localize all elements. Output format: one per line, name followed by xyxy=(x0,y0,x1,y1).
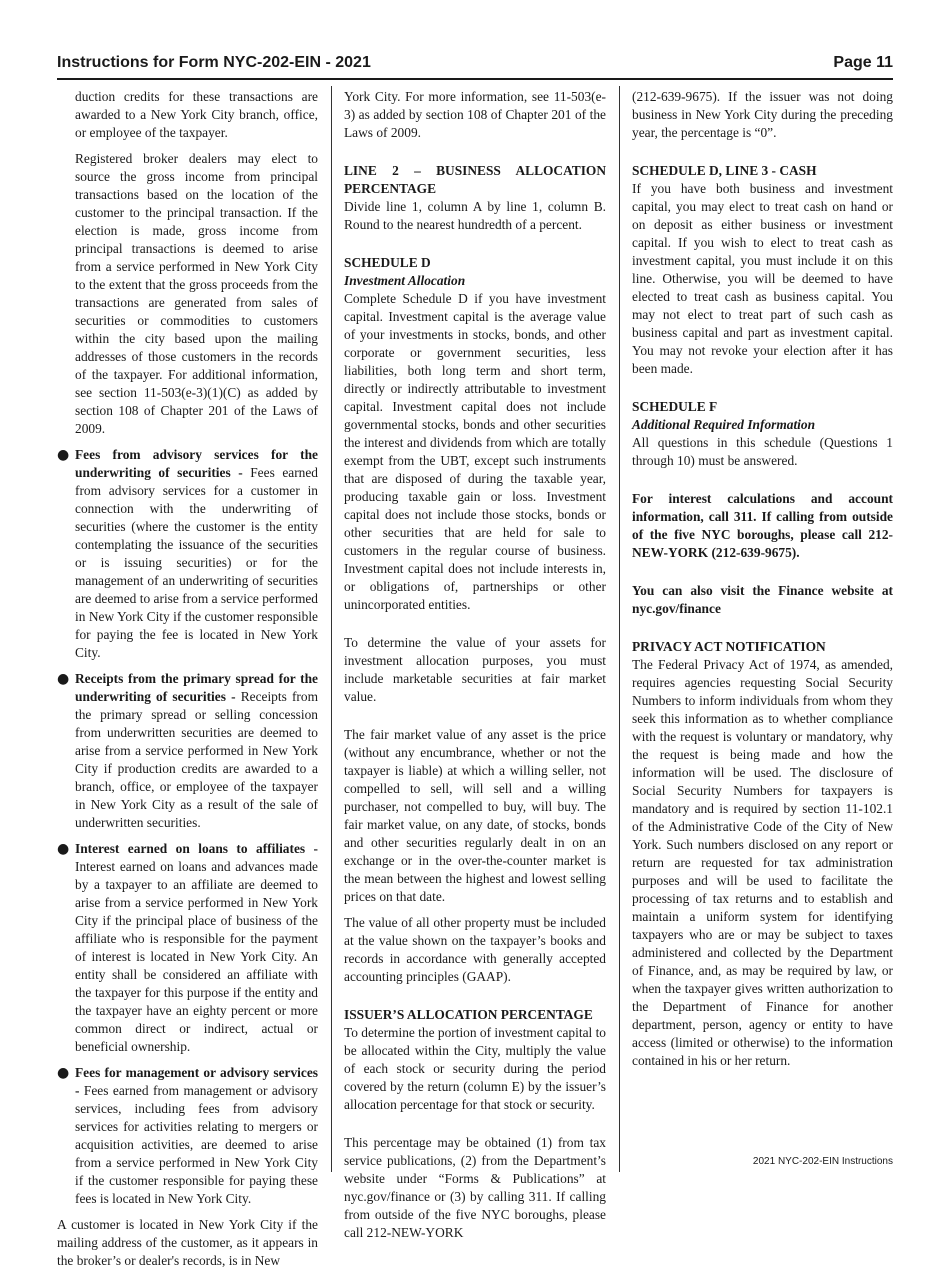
column-2 xyxy=(344,88,606,1250)
paragraph: To determine the portion of investment capital to be allocated within the City, multiply the value of each stock or security during the period covered by the return (column E) by the issuer’s allocation percentage for that stock or security. xyxy=(344,1025,606,1112)
paragraph: York City. For more information, see 11-503(e-3) as added by section 108 of Chapter 201 of the Laws of 2009. xyxy=(344,89,606,140)
paragraph: This percentage may be obtained (1) from tax service publications, (2) from the Department’s website under “Forms & Publications” at nyc.gov/finance or (3) by calling 311. If calling from outside of the five NYC boroughs, please call 212-NEW-YORK xyxy=(344,1135,606,1240)
section-heading: SCHEDULE F xyxy=(632,399,718,414)
header-rule xyxy=(57,78,893,80)
bullet-icon: ● xyxy=(57,841,70,857)
paragraph: (212-639-9675). If the issuer was not doing business in New York City during the preceding year, the percentage is “0”. xyxy=(632,89,893,140)
bullet-text: Interest earned on loans and advances made by a taxpayer to an affiliate are deemed to arise from a service performed in New York City if the principal place of business of the affiliate who is responsible for the payment of interest is located in New York City. An entity shall be considered an affiliate with the taxpayer for this purpose if the entity and the taxpayer have an eighty percent or more common direct or indirect, actual or beneficial ownership. xyxy=(75,859,318,1054)
section-subheading: Investment Allocation xyxy=(344,273,466,288)
paragraph: To determine the value of your assets for investment allocation purposes, you must include marketable securities at fair market value. xyxy=(344,635,606,704)
bullet-item xyxy=(57,446,319,662)
section-heading: LINE 2 – BUSINESS ALLOCATION PERCENTAGE xyxy=(344,163,606,196)
paragraph: The value of all other property must be included at the value shown on the taxpayer’s books and records in accordance with generally accepted accounting principles (GAAP). xyxy=(344,915,606,984)
document-title: Instructions for Form NYC-202-EIN - 2021 xyxy=(57,54,371,71)
bullet-icon: ● xyxy=(57,671,70,687)
paragraph: duction credits for these transactions are awarded to a New York City branch, office, or employee of the taxpayer. xyxy=(75,89,318,140)
paragraph: Registered broker dealers may elect to source the gross income from principal transactions based on the location of the customer to the principal transaction. If the election is made, gross income from principal transactions is deemed to arise from a service performed in New York City to the extent that the gross proceeds from the transactions are generated from sales of securities or commodities to customers within the city based upon the mailing addresses of those customers in the records of the taxpayer. For additional information, see section 11-503(e-3)(1)(C) as added by section 108 of Chapter 201 of the Laws of 2009. xyxy=(75,151,318,436)
section-heading: ISSUER’S ALLOCATION PERCENTAGE xyxy=(344,1007,593,1022)
bullet-text: Receipts from the primary spread or selling concession from underwritten securities are deemed to arise from a service performed in New York City if production credits are awarded to a branch, office, or employee of the taxpayer in New York City as a result of the sale of underwritten securities. xyxy=(75,689,318,830)
bullet-item xyxy=(57,840,318,1056)
section-heading: SCHEDULE D xyxy=(344,255,431,270)
column-divider-2 xyxy=(619,86,620,1172)
bullet-heading: Interest earned on loans to affiliates - xyxy=(75,841,318,856)
bullet-icon: ● xyxy=(57,1065,70,1081)
section-subheading: Additional Required Information xyxy=(632,417,816,432)
bullet-heading: Receipts from the primary spread for the underwriting of securities - xyxy=(75,671,318,704)
paragraph: The fair market value of any asset is the price (without any encumbrance, whether or not the taxpayer is liable) at which a willing seller, not compelled to sell, will sell and a willing purchaser, not compelled to buy, will buy. The fair market value, on any date, of stocks, bonds and other securities regularly dealt in on an exchange or in the over-the-counter market is the mean between the highest and lowest selling prices on that date. xyxy=(344,727,606,904)
page-number: Page 11 xyxy=(833,54,893,71)
bullet-text: Fees earned from management or advisory services, including fees from advisory services for activities relating to mergers or acquisition activities, are deemed to arise from a service performed in New York City if the customer responsible for paying these fees is located in New York City. xyxy=(75,1083,318,1206)
bullet-heading: Fees from advisory services for the underwriting of securities - xyxy=(75,447,318,480)
website-notice: You can also visit the Finance website at nyc.gov/finance xyxy=(632,583,893,616)
column-3 xyxy=(632,88,893,1078)
section-heading: PRIVACY ACT NOTIFICATION xyxy=(632,639,826,654)
paragraph: All questions in this schedule (Questions 1 through 10) must be answered. xyxy=(632,435,893,468)
paragraph: Complete Schedule D if you have investment capital. Investment capital is the average value of your investments in stocks, bonds, and other corporate or government securities, less liabilities, both long term and short term, directly or indirectly attributable to investment capital. Investment capital does not include governmental stocks, bonds and other securities the interest and dividends from which are totally exempt from the UBT, except such instruments that are disposed of during the taxable year, producing taxable gain or loss. Investment capital does not include those stocks, bonds or other securities that are held for sale to customers in the regular course of business. Investment capital does not include interests in, or obligations of, partnerships or other unincorporated entities. xyxy=(344,291,606,612)
bullet-item xyxy=(57,670,318,832)
paragraph: Divide line 1, column A by line 1, column B. Round to the nearest hundredth of a percent. xyxy=(344,199,606,232)
bullet-heading: Fees for management or advisory services - xyxy=(75,1065,318,1098)
column-divider-1 xyxy=(331,86,332,1172)
paragraph: The Federal Privacy Act of 1974, as amended, requires agencies requesting Social Security Numbers to inform individuals from whom they seek this information as to whether compliance with the request is voluntary or mandatory, why the request is being made and how the information will be used. The disclosure of Social Security Numbers for taxpayers is mandatory and is required by section 11-102.1 of the Administrative Code of the City of New York. Such numbers disclosed on any report or return are requested for tax administration purposes and will be used to facilitate the processing of tax returns and to establish and maintain a uniform system for identifying taxpayers who are or may be subject to taxes administered and collected by the Department of Finance, and, as may be required by law, or when the taxpayer gives written authorization to the Department of Finance for another department, person, agency or entity to have access (limited or otherwise) to the information contained in his or her return. xyxy=(632,657,893,1068)
column-1 xyxy=(57,88,318,1278)
bullet-item xyxy=(57,1064,318,1208)
paragraph: If you have both business and investment capital, you may elect to treat cash on hand or on deposit as either business or investment capital. If you wish to elect to treat cash as investment capital, you must include it on this line. Otherwise, you will be deemed to have elected to treat cash as business capital. You may not elect to treat part of such cash as business capital and part as investment capital. You may not revoke your election after it has been made. xyxy=(632,181,893,376)
bullet-icon: ● xyxy=(57,447,70,463)
section-heading: SCHEDULE D, LINE 3 - CASH xyxy=(632,163,817,178)
bullet-text: Fees earned from advisory services for a customer in connection with the underwriting of securities (where the customer is the entity contemplating the issuance of the securities or is issuing securities) or for the management of an underwriting of securities are deemed to arise from a service performed in New York City if the customer responsible for paying the fee is located in New York City. xyxy=(75,465,319,660)
page-header xyxy=(57,54,893,76)
page-footer: 2021 NYC-202-EIN Instructions xyxy=(752,1156,893,1167)
paragraph: A customer is located in New York City if the mailing address of the customer, as it appears in the broker’s or dealer's records, is in New xyxy=(57,1217,318,1268)
contact-notice: For interest calculations and account information, call 311. If calling from outside of the five NYC boroughs, please call 212-NEW-YORK (212-639-9675). xyxy=(632,491,893,560)
